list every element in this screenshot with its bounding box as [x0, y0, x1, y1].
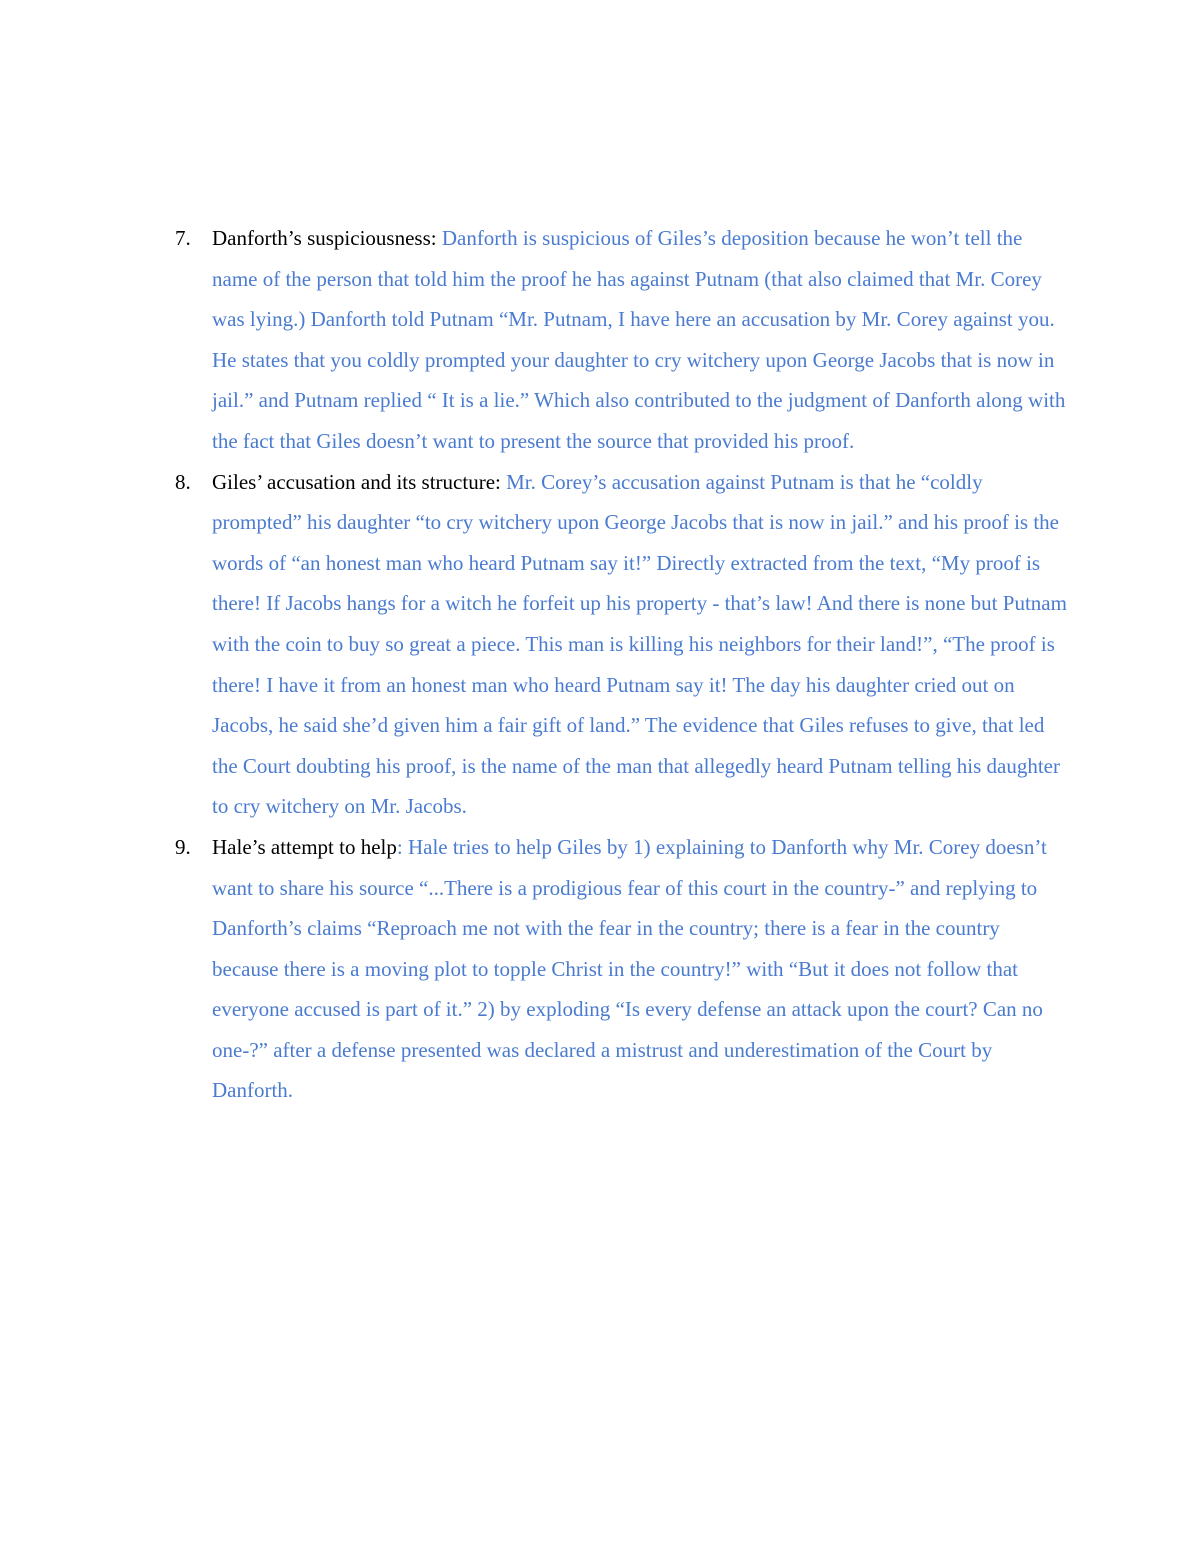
- item-answer: Danforth is suspicious of Giles’s deposition because he won’t tell the name of the person that told him the proof he has against Putnam (that also claimed that Mr. Corey was lying.) Danforth told Putnam “Mr. Putnam, I have here an accusation by Mr. Corey against you. He states that you coldly prompted your daughter to cry witchery upon George Jacobs that is now in jail.” and Putnam replied “ It is a lie.” Which also contributed to the judgment of Danforth along with the fact that Giles doesn’t want to present the source that provided his proof.: [212, 226, 1066, 453]
- item-number: 7.: [175, 226, 191, 250]
- list-item-8: [172, 462, 1067, 827]
- item-heading: Danforth’s suspiciousness:: [212, 226, 437, 250]
- list-item-9: [172, 827, 1067, 1111]
- item-heading: Hale’s attempt to help: [212, 834, 397, 859]
- item-answer: Mr. Corey’s accusation against Putnam is that he “coldly prompted” his daughter “to cry witchery upon George Jacobs that is now in jail.” and his proof is the words of “an honest man who heard Putnam say it!” Directly extracted from the text, “My proof is there! If Jacobs hangs for a witch he forfeit up his property - that’s law! And there is none but Putnam with the coin to buy so great a piece. This man is killing his neighbors for their land!”, “The proof is there! I have it from an honest man who heard Putnam say it! The day his daughter cried out on Jacobs, he said she’d given him a fair gift of land.” The evidence that Giles refuses to give, that led the Court doubting his proof, is the name of the man that allegedly heard Putnam telling his daughter to cry witchery on Mr. Jacobs.: [212, 469, 1067, 819]
- answer-list: [172, 218, 1067, 1111]
- item-answer: : Hale tries to help Giles by 1) explaining to Danforth why Mr. Corey doesn’t want to share his source “...There is a prodigious fear of this court in the country-” and replying to Danforth’s claims “Reproach me not with the fear in the country; there is a fear in the country because there is a moving plot to topple Christ in the country!” with “But it does not follow that everyone accused is part of it.” 2) by exploding “Is every defense an attack upon the court? Can no one-?” after a defense presented was declared a mistrust and underestimation of the Court by Danforth.: [212, 834, 1047, 1103]
- item-number: 9.: [175, 834, 191, 859]
- item-heading: Giles’ accusation and its structure:: [212, 469, 501, 494]
- list-item-7: [172, 218, 1067, 462]
- item-number: 8.: [175, 469, 191, 494]
